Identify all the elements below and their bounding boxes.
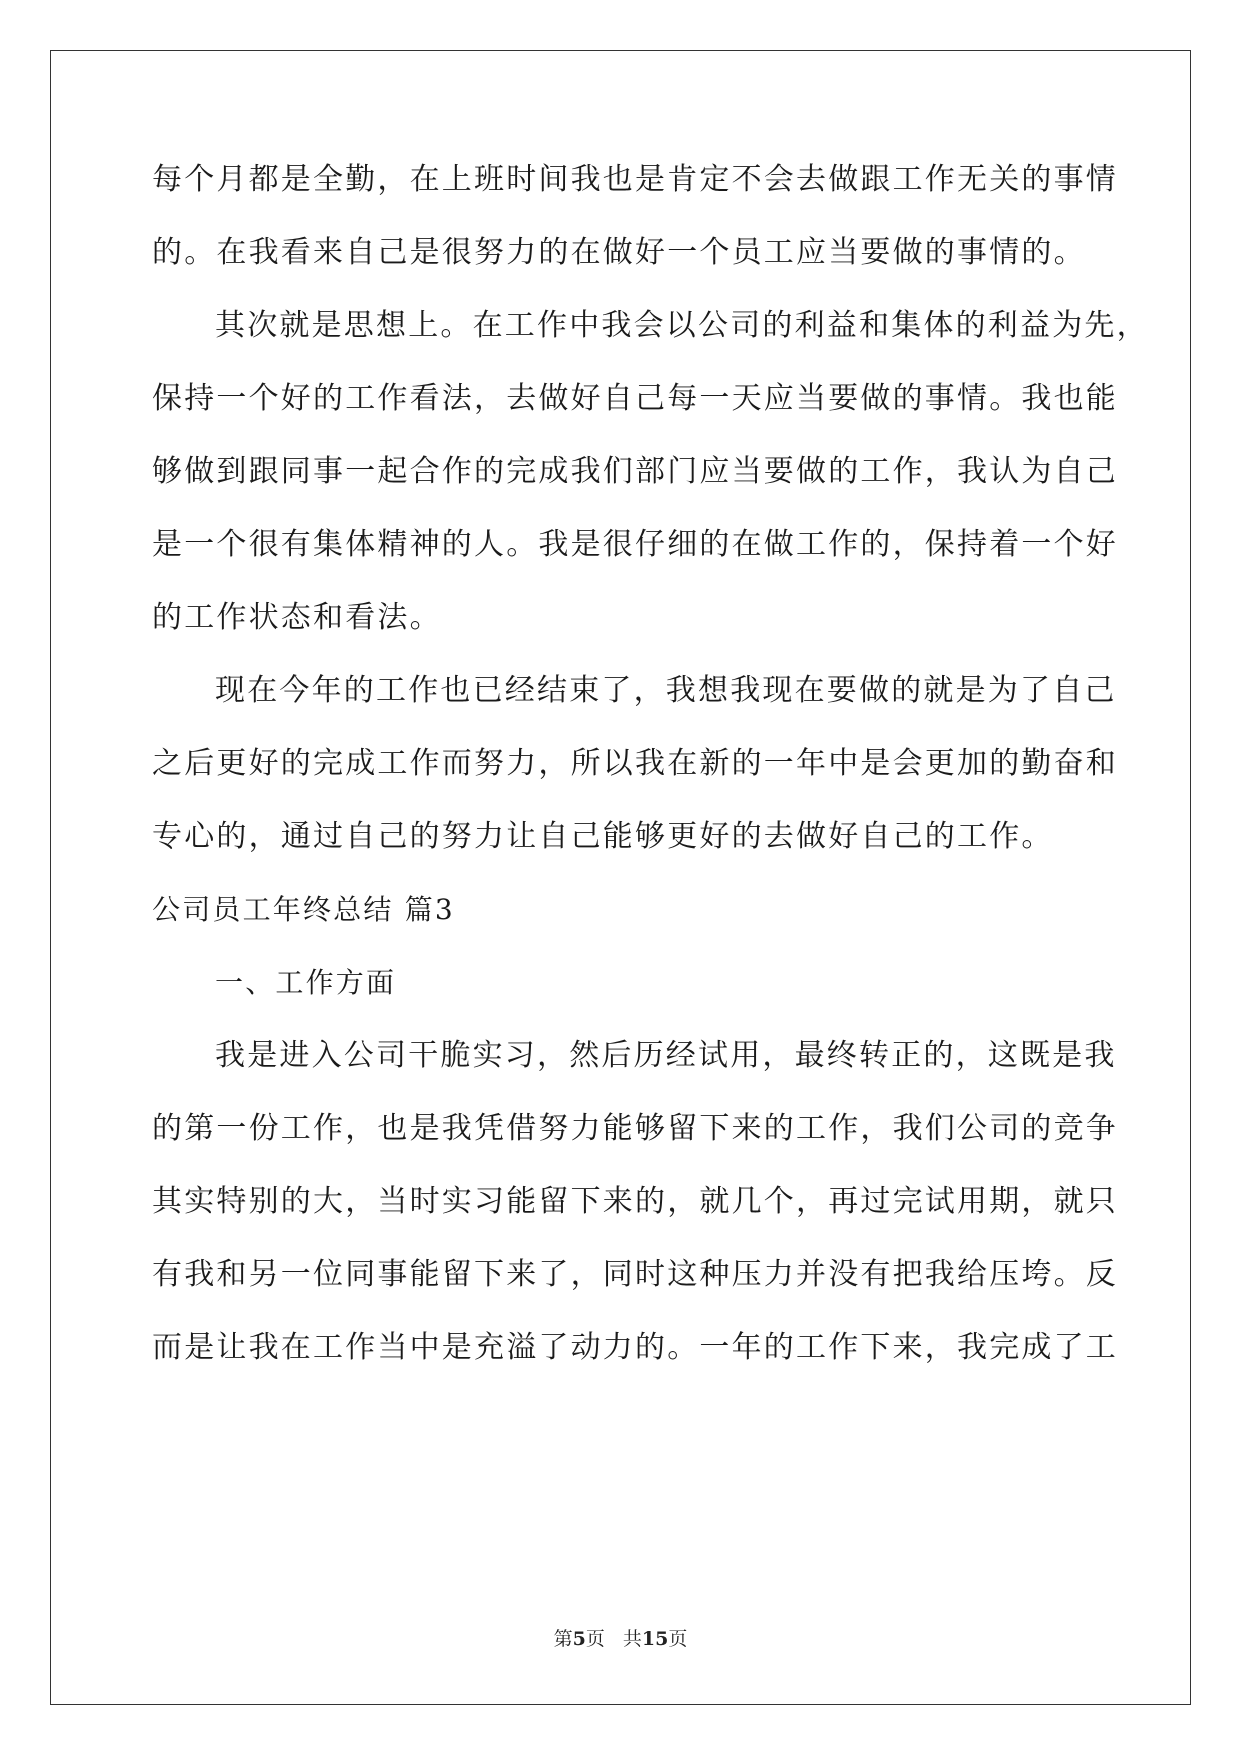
total-prefix: 共	[622, 1628, 642, 1650]
text-line: 的。在我看来自己是很努力的在做好一个员工应当要做的事情的。	[152, 235, 1086, 270]
text-line: 之后更好的完成工作而努力，所以我在新的一年中是会更加的勤奋和	[152, 746, 1118, 781]
page-border	[50, 50, 1191, 1705]
subsection-heading: 一、工作方面	[215, 966, 397, 999]
text-line: 每个月都是全勤，在上班时间我也是肯定不会去做跟工作无关的事情	[152, 162, 1118, 197]
paragraph-start: 其次就是思想上。在工作中我会以公司的利益和集体的利益为先，	[215, 308, 1149, 343]
text-line: 有我和另一位同事能留下来了，同时这种压力并没有把我给压垮。反	[152, 1257, 1118, 1292]
text-line: 其实特别的大，当时实习能留下来的，就几个，再过完试用期，就只	[152, 1184, 1118, 1219]
text-line: 是一个很有集体精神的人。我是很仔细的在做工作的，保持着一个好	[152, 527, 1118, 562]
paragraph-start: 我是进入公司干脆实习，然后历经试用，最终转正的，这既是我	[215, 1038, 1117, 1073]
total-pages: 15	[641, 1628, 669, 1650]
paragraph-start: 现在今年的工作也已经结束了，我想我现在要做的就是为了自己	[215, 673, 1117, 708]
text-line: 而是让我在工作当中是充溢了动力的。一年的工作下来，我完成了工	[152, 1330, 1118, 1365]
page-prefix: 第	[553, 1628, 573, 1650]
page-suffix: 页	[585, 1628, 605, 1650]
text-line: 够做到跟同事一起合作的完成我们部门应当要做的工作，我认为自己	[152, 454, 1118, 489]
text-line: 的工作状态和看法。	[152, 600, 442, 635]
text-line: 专心的，通过自己的努力让自己能够更好的去做好自己的工作。	[152, 819, 1054, 854]
total-suffix: 页	[668, 1628, 688, 1650]
text-line: 的第一份工作，也是我凭借努力能够留下来的工作，我们公司的竞争	[152, 1111, 1118, 1146]
section-heading: 公司员工年终总结 篇3	[152, 893, 455, 926]
page-number: 5	[572, 1628, 586, 1650]
page-footer	[0, 1627, 1241, 1651]
text-line: 保持一个好的工作看法，去做好自己每一天应当要做的事情。我也能	[152, 381, 1118, 416]
